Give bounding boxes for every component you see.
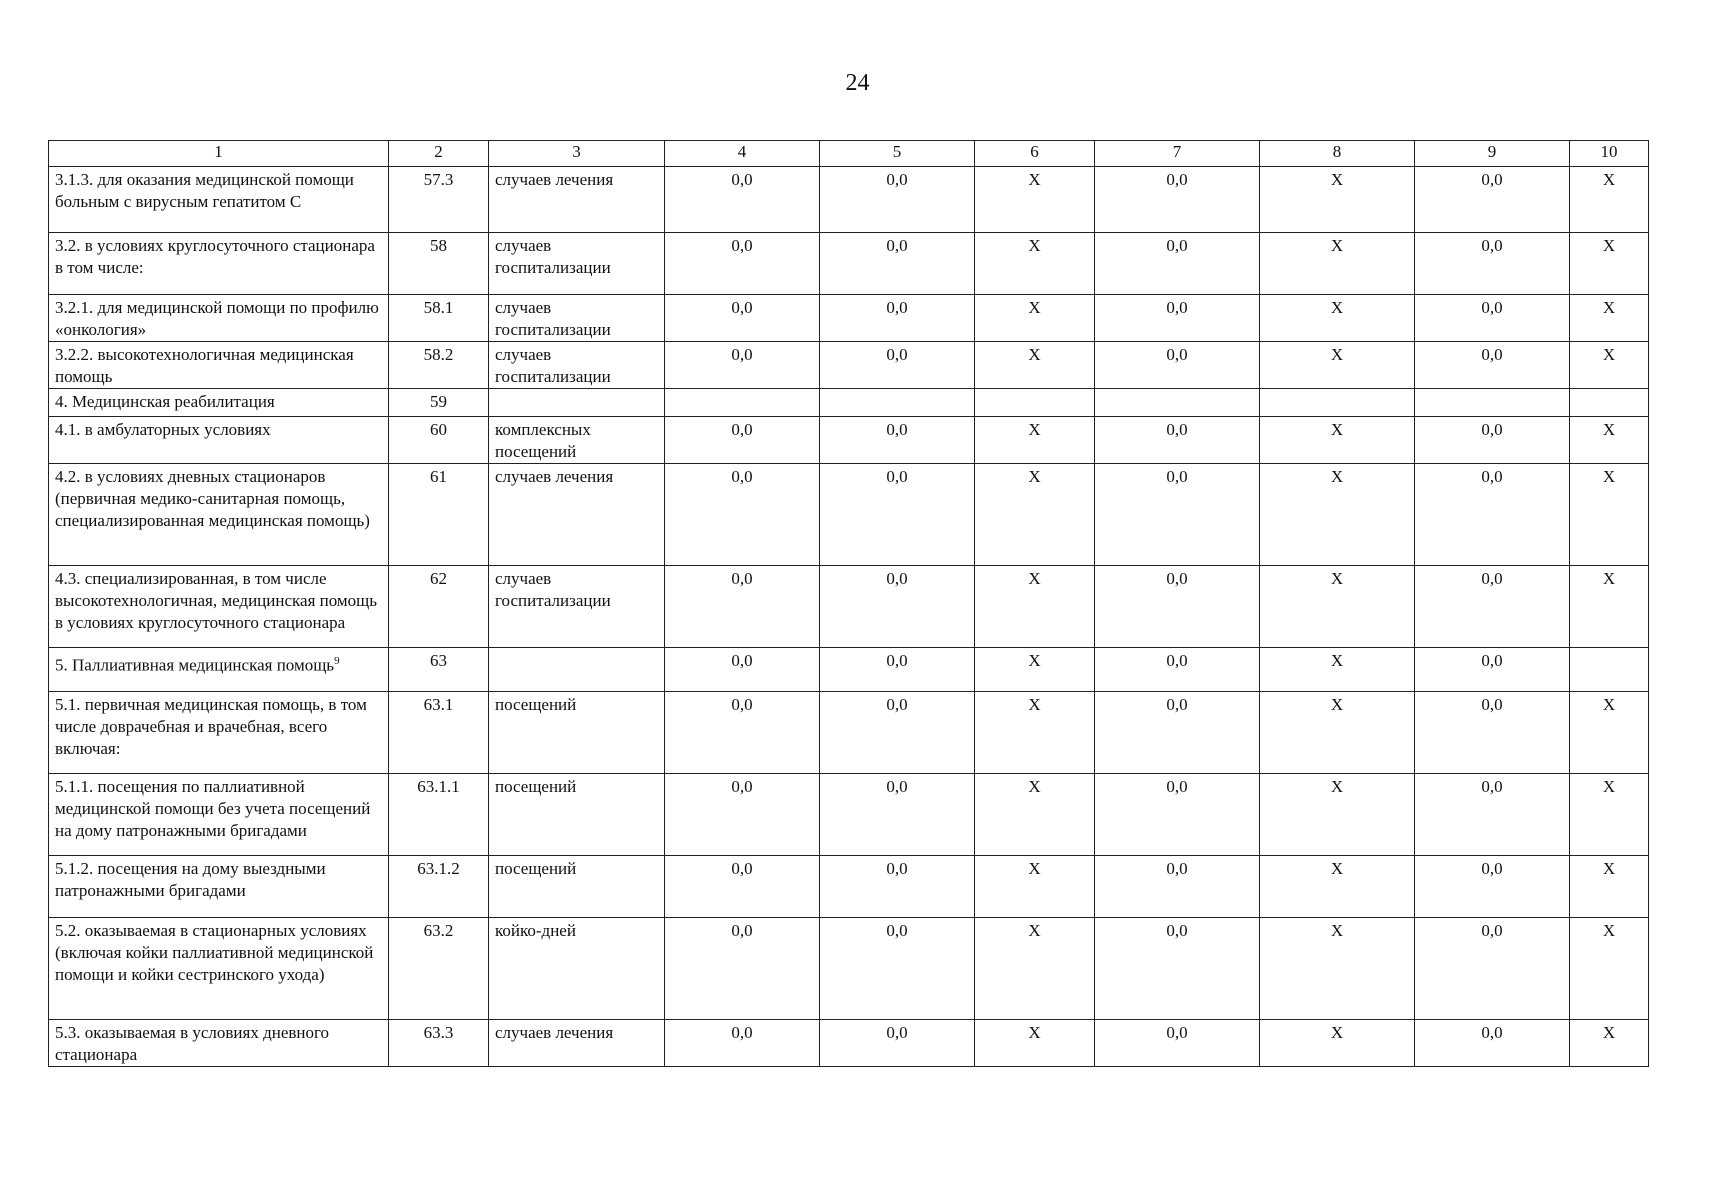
value-cell-col9 <box>1415 233 1570 295</box>
value-cell-col7 <box>1095 389 1260 417</box>
table-row <box>49 856 1649 918</box>
value-cell-col9-text: 0,0 <box>1481 695 1503 714</box>
row-code-cell <box>389 342 489 389</box>
row-code-cell <box>389 417 489 464</box>
value-cell-col9 <box>1415 774 1570 856</box>
row-code-cell-text: 58.2 <box>423 345 454 364</box>
value-cell-col8-text: X <box>1330 651 1344 670</box>
value-cell-col5-text: 0,0 <box>886 345 908 364</box>
column-header: 8 <box>1260 141 1415 167</box>
value-cell-col5 <box>820 295 975 342</box>
row-name-cell-text: 4.1. в амбулаторных условиях <box>55 420 271 439</box>
value-cell-col9-text: 0,0 <box>1481 345 1503 364</box>
row-name-cell <box>49 774 389 856</box>
value-cell-col5 <box>820 389 975 417</box>
row-unit-cell-text: случаев госпитализации <box>495 298 611 339</box>
value-cell-col5 <box>820 918 975 1020</box>
row-code-cell <box>389 566 489 648</box>
value-cell-col9 <box>1415 648 1570 692</box>
value-cell-col4-text: 0,0 <box>731 569 753 588</box>
header-row <box>49 141 1649 167</box>
value-cell-col7 <box>1095 464 1260 566</box>
value-cell-col4 <box>665 918 820 1020</box>
value-cell-col10-text: X <box>1602 777 1616 796</box>
data-table <box>48 140 1649 1067</box>
value-cell-col7 <box>1095 774 1260 856</box>
value-cell-col5 <box>820 417 975 464</box>
table-row <box>49 233 1649 295</box>
value-cell-col5 <box>820 566 975 648</box>
value-cell-col8 <box>1260 692 1415 774</box>
row-code-cell-text: 63 <box>430 651 447 670</box>
row-name-cell-text: 4. Медицинская реабилитация <box>55 392 275 411</box>
row-name-cell-text: 5.3. оказываемая в условиях дневного стационара <box>55 1023 330 1064</box>
value-cell-col7-text: 0,0 <box>1166 467 1188 486</box>
table-row <box>49 648 1649 692</box>
row-unit-cell <box>489 464 665 566</box>
row-name-cell <box>49 648 389 692</box>
value-cell-col7 <box>1095 918 1260 1020</box>
row-code-cell-text: 63.1.1 <box>417 777 460 796</box>
value-cell-col7-text: 0,0 <box>1166 345 1188 364</box>
value-cell-col8 <box>1260 774 1415 856</box>
row-code-cell-text: 63.3 <box>423 1023 454 1042</box>
value-cell-col4-text: 0,0 <box>731 1023 753 1042</box>
table-row <box>49 918 1649 1020</box>
value-cell-col9-text: 0,0 <box>1481 859 1503 878</box>
value-cell-col4 <box>665 774 820 856</box>
column-header: 7 <box>1095 141 1260 167</box>
value-cell-col8-text: X <box>1330 695 1344 714</box>
value-cell-col10-text: X <box>1602 695 1616 714</box>
value-cell-col10 <box>1570 692 1649 774</box>
value-cell-col6 <box>975 295 1095 342</box>
value-cell-col5-text: 0,0 <box>886 777 908 796</box>
value-cell-col4 <box>665 167 820 233</box>
row-unit-cell <box>489 389 665 417</box>
value-cell-col10 <box>1570 417 1649 464</box>
value-cell-col7 <box>1095 566 1260 648</box>
row-unit-cell <box>489 295 665 342</box>
row-name-cell <box>49 167 389 233</box>
value-cell-col6 <box>975 464 1095 566</box>
value-cell-col4 <box>665 342 820 389</box>
row-name-cell-text: 3.2.1. для медицинской помощи по профилю «онкология» <box>55 298 379 339</box>
value-cell-col10-text: X <box>1602 420 1616 439</box>
row-code-cell <box>389 295 489 342</box>
row-name-cell-text: 3.2. в условиях круглосуточного стационара в том числе: <box>55 236 375 277</box>
row-unit-cell <box>489 1020 665 1067</box>
value-cell-col5-text: 0,0 <box>886 651 908 670</box>
value-cell-col9 <box>1415 389 1570 417</box>
value-cell-col8-text: X <box>1330 236 1344 255</box>
value-cell-col4 <box>665 389 820 417</box>
value-cell-col9 <box>1415 918 1570 1020</box>
value-cell-col7-text: 0,0 <box>1166 170 1188 189</box>
value-cell-col8 <box>1260 566 1415 648</box>
table-row <box>49 774 1649 856</box>
row-code-cell <box>389 167 489 233</box>
value-cell-col4 <box>665 464 820 566</box>
row-code-cell-text: 58.1 <box>423 298 454 317</box>
value-cell-col8 <box>1260 1020 1415 1067</box>
value-cell-col4 <box>665 1020 820 1067</box>
row-code-cell <box>389 692 489 774</box>
value-cell-col7 <box>1095 1020 1260 1067</box>
row-name-cell <box>49 389 389 417</box>
row-code-cell-text: 57.3 <box>423 170 454 189</box>
value-cell-col9-text: 0,0 <box>1481 298 1503 317</box>
value-cell-col4-text: 0,0 <box>731 420 753 439</box>
value-cell-col6-text: X <box>1028 420 1041 439</box>
value-cell-col5-text: 0,0 <box>886 420 908 439</box>
table-row <box>49 1020 1649 1067</box>
value-cell-col5-text: 0,0 <box>886 467 908 486</box>
value-cell-col10 <box>1570 918 1649 1020</box>
row-name-cell-text: 5.1.1. посещения по паллиативной медицинской помощи без учета посещений на дому патронажными бригадами <box>55 777 371 840</box>
row-name-cell-text: 5.2. оказываемая в стационарных условиях (включая койки паллиативной медицинской помощи и койки сестринского ухода) <box>55 921 374 984</box>
row-code-cell <box>389 856 489 918</box>
value-cell-col8-text: X <box>1330 921 1344 940</box>
row-unit-cell-text: случаев лечения <box>495 1023 614 1042</box>
value-cell-col10 <box>1570 566 1649 648</box>
value-cell-col6-text: X <box>1028 298 1041 317</box>
value-cell-col4-text: 0,0 <box>731 921 753 940</box>
value-cell-col6 <box>975 342 1095 389</box>
value-cell-col7 <box>1095 692 1260 774</box>
value-cell-col6 <box>975 566 1095 648</box>
row-unit-cell-text: случаев госпитализации <box>495 569 611 610</box>
value-cell-col7-text: 0,0 <box>1166 420 1188 439</box>
value-cell-col9-text: 0,0 <box>1481 569 1503 588</box>
row-unit-cell-text: посещений <box>495 859 577 878</box>
value-cell-col5-text: 0,0 <box>886 1023 908 1042</box>
row-unit-cell-text: койко-дней <box>495 921 576 940</box>
value-cell-col8 <box>1260 342 1415 389</box>
value-cell-col7 <box>1095 167 1260 233</box>
value-cell-col5 <box>820 342 975 389</box>
value-cell-col6 <box>975 417 1095 464</box>
table-row <box>49 295 1649 342</box>
table-row <box>49 342 1649 389</box>
value-cell-col5 <box>820 648 975 692</box>
value-cell-col6 <box>975 918 1095 1020</box>
row-name-cell <box>49 342 389 389</box>
value-cell-col10-text: X <box>1602 298 1616 317</box>
value-cell-col9 <box>1415 856 1570 918</box>
value-cell-col6 <box>975 856 1095 918</box>
value-cell-col10-text: X <box>1602 859 1616 878</box>
value-cell-col4-text: 0,0 <box>731 651 753 670</box>
value-cell-col10-text: X <box>1602 921 1616 940</box>
value-cell-col10-text: X <box>1602 236 1616 255</box>
value-cell-col9 <box>1415 417 1570 464</box>
column-header: 10 <box>1570 141 1649 167</box>
value-cell-col7-text: 0,0 <box>1166 695 1188 714</box>
value-cell-col7 <box>1095 417 1260 464</box>
value-cell-col9 <box>1415 295 1570 342</box>
table-row <box>49 692 1649 774</box>
row-unit-cell-text: случаев госпитализации <box>495 236 611 277</box>
value-cell-col6-text: X <box>1028 1023 1041 1042</box>
value-cell-col4-text: 0,0 <box>731 859 753 878</box>
row-name-cell-text: 5.1.2. посещения на дому выездными патронажными бригадами <box>55 859 326 900</box>
row-code-cell <box>389 464 489 566</box>
value-cell-col7-text: 0,0 <box>1166 859 1188 878</box>
value-cell-col7 <box>1095 233 1260 295</box>
row-unit-cell-text: посещений <box>495 695 577 714</box>
value-cell-col6 <box>975 774 1095 856</box>
row-unit-cell <box>489 856 665 918</box>
value-cell-col10 <box>1570 389 1649 417</box>
row-name-cell <box>49 856 389 918</box>
value-cell-col10 <box>1570 1020 1649 1067</box>
table-row <box>49 417 1649 464</box>
row-name-cell <box>49 1020 389 1067</box>
value-cell-col9 <box>1415 167 1570 233</box>
row-name-cell-text: 3.1.3. для оказания медицинской помощи больным с вирусным гепатитом С <box>55 170 354 211</box>
value-cell-col4 <box>665 856 820 918</box>
row-code-cell <box>389 918 489 1020</box>
value-cell-col7-text: 0,0 <box>1166 569 1188 588</box>
row-name-cell <box>49 918 389 1020</box>
value-cell-col8 <box>1260 918 1415 1020</box>
value-cell-col10 <box>1570 774 1649 856</box>
row-unit-cell <box>489 648 665 692</box>
value-cell-col10 <box>1570 856 1649 918</box>
value-cell-col10 <box>1570 233 1649 295</box>
value-cell-col9-text: 0,0 <box>1481 777 1503 796</box>
footnote-marker: 9 <box>334 655 340 667</box>
value-cell-col5-text: 0,0 <box>886 859 908 878</box>
value-cell-col6 <box>975 648 1095 692</box>
value-cell-col5-text: 0,0 <box>886 921 908 940</box>
column-header: 3 <box>489 141 665 167</box>
value-cell-col6 <box>975 389 1095 417</box>
value-cell-col5 <box>820 167 975 233</box>
row-unit-cell <box>489 342 665 389</box>
value-cell-col4 <box>665 648 820 692</box>
value-cell-col9-text: 0,0 <box>1481 236 1503 255</box>
value-cell-col10-text: X <box>1602 569 1616 588</box>
value-cell-col8 <box>1260 464 1415 566</box>
value-cell-col5 <box>820 464 975 566</box>
row-unit-cell <box>489 233 665 295</box>
value-cell-col5-text: 0,0 <box>886 298 908 317</box>
value-cell-col4-text: 0,0 <box>731 170 753 189</box>
row-name-cell <box>49 692 389 774</box>
table-row <box>49 464 1649 566</box>
row-unit-cell-text: случаев лечения <box>495 170 614 189</box>
value-cell-col6-text: X <box>1028 569 1041 588</box>
value-cell-col8 <box>1260 648 1415 692</box>
value-cell-col8 <box>1260 417 1415 464</box>
row-name-cell-text: 4.2. в условиях дневных стационаров (первичная медико-санитарная помощь, специализированная медицинская помощь) <box>55 467 370 530</box>
value-cell-col4-text: 0,0 <box>731 236 753 255</box>
value-cell-col10 <box>1570 464 1649 566</box>
value-cell-col6-text: X <box>1028 695 1041 714</box>
value-cell-col9-text: 0,0 <box>1481 921 1503 940</box>
value-cell-col9 <box>1415 566 1570 648</box>
value-cell-col7-text: 0,0 <box>1166 1023 1188 1042</box>
value-cell-col7 <box>1095 648 1260 692</box>
value-cell-col6-text: X <box>1028 777 1041 796</box>
row-code-cell <box>389 233 489 295</box>
row-code-cell <box>389 774 489 856</box>
value-cell-col4-text: 0,0 <box>731 695 753 714</box>
value-cell-col4 <box>665 566 820 648</box>
row-name-cell <box>49 464 389 566</box>
value-cell-col8 <box>1260 167 1415 233</box>
row-unit-cell <box>489 417 665 464</box>
row-unit-cell <box>489 918 665 1020</box>
value-cell-col4 <box>665 692 820 774</box>
value-cell-col7 <box>1095 295 1260 342</box>
value-cell-col4-text: 0,0 <box>731 298 753 317</box>
value-cell-col8 <box>1260 233 1415 295</box>
row-name-cell-text: 5. Паллиативная медицинская помощь <box>55 655 335 675</box>
row-code-cell-text: 61 <box>430 467 447 486</box>
row-name-cell <box>49 417 389 464</box>
value-cell-col8 <box>1260 389 1415 417</box>
value-cell-col5-text: 0,0 <box>886 695 908 714</box>
value-cell-col8-text: X <box>1330 777 1344 796</box>
value-cell-col4 <box>665 295 820 342</box>
value-cell-col7-text: 0,0 <box>1166 236 1188 255</box>
column-header: 2 <box>389 141 489 167</box>
page-number: 24 <box>845 70 870 96</box>
row-code-cell <box>389 648 489 692</box>
row-code-cell-text: 63.1 <box>423 695 454 714</box>
row-code-cell-text: 58 <box>430 236 447 255</box>
value-cell-col8 <box>1260 856 1415 918</box>
row-unit-cell <box>489 692 665 774</box>
value-cell-col5 <box>820 692 975 774</box>
value-cell-col5-text: 0,0 <box>886 236 908 255</box>
column-header: 6 <box>975 141 1095 167</box>
value-cell-col10 <box>1570 648 1649 692</box>
column-header: 5 <box>820 141 975 167</box>
value-cell-col9 <box>1415 464 1570 566</box>
value-cell-col6-text: X <box>1028 170 1041 189</box>
value-cell-col5 <box>820 856 975 918</box>
value-cell-col9-text: 0,0 <box>1481 420 1503 439</box>
row-code-cell <box>389 1020 489 1067</box>
row-unit-cell-text: посещений <box>495 777 577 796</box>
row-code-cell-text: 63.1.2 <box>417 859 460 878</box>
value-cell-col8-text: X <box>1330 170 1344 189</box>
row-code-cell-text: 63.2 <box>423 921 454 940</box>
value-cell-col8-text: X <box>1330 1023 1344 1042</box>
row-name-cell <box>49 233 389 295</box>
value-cell-col8-text: X <box>1330 298 1344 317</box>
value-cell-col9-text: 0,0 <box>1481 467 1503 486</box>
value-cell-col7-text: 0,0 <box>1166 921 1188 940</box>
value-cell-col7-text: 0,0 <box>1166 298 1188 317</box>
row-name-cell <box>49 566 389 648</box>
value-cell-col6 <box>975 233 1095 295</box>
value-cell-col10 <box>1570 342 1649 389</box>
row-name-cell <box>49 295 389 342</box>
value-cell-col6-text: X <box>1028 236 1041 255</box>
value-cell-col10 <box>1570 167 1649 233</box>
column-header: 9 <box>1415 141 1570 167</box>
row-unit-cell <box>489 774 665 856</box>
value-cell-col5 <box>820 774 975 856</box>
row-name-cell-text: 5.1. первичная медицинская помощь, в том числе доврачебная и врачебная, всего включая: <box>55 695 367 758</box>
value-cell-col9 <box>1415 692 1570 774</box>
value-cell-col8-text: X <box>1330 859 1344 878</box>
row-code-cell-text: 62 <box>430 569 447 588</box>
value-cell-col7 <box>1095 342 1260 389</box>
value-cell-col6-text: X <box>1028 651 1041 670</box>
value-cell-col6 <box>975 167 1095 233</box>
value-cell-col10-text: X <box>1602 170 1616 189</box>
value-cell-col7-text: 0,0 <box>1166 777 1188 796</box>
value-cell-col8-text: X <box>1330 420 1344 439</box>
column-header: 4 <box>665 141 820 167</box>
table-row <box>49 566 1649 648</box>
value-cell-col10-text: X <box>1602 345 1616 364</box>
value-cell-col5 <box>820 233 975 295</box>
value-cell-col6-text: X <box>1028 345 1041 364</box>
value-cell-col9 <box>1415 1020 1570 1067</box>
row-name-cell-text: 3.2.2. высокотехнологичная медицинская помощь <box>55 345 354 386</box>
value-cell-col5-text: 0,0 <box>886 569 908 588</box>
value-cell-col8-text: X <box>1330 569 1344 588</box>
value-cell-col4 <box>665 233 820 295</box>
value-cell-col6-text: X <box>1028 859 1041 878</box>
value-cell-col4 <box>665 417 820 464</box>
value-cell-col9 <box>1415 342 1570 389</box>
row-code-cell-text: 59 <box>430 392 447 411</box>
value-cell-col10-text: X <box>1602 1023 1616 1042</box>
value-cell-col4-text: 0,0 <box>731 777 753 796</box>
value-cell-col9-text: 0,0 <box>1481 651 1503 670</box>
row-name-cell-text: 4.3. специализированная, в том числе высокотехнологичная, медицинская помощь в условиях круглосуточного стационара <box>55 569 378 632</box>
row-code-cell-text: 60 <box>430 420 447 439</box>
column-header: 1 <box>49 141 389 167</box>
row-unit-cell-text: комплексных посещений <box>495 420 591 461</box>
value-cell-col5-text: 0,0 <box>886 170 908 189</box>
value-cell-col4-text: 0,0 <box>731 345 753 364</box>
value-cell-col5 <box>820 1020 975 1067</box>
value-cell-col6-text: X <box>1028 467 1041 486</box>
value-cell-col4-text: 0,0 <box>731 467 753 486</box>
value-cell-col6 <box>975 1020 1095 1067</box>
row-unit-cell-text: случаев лечения <box>495 467 614 486</box>
row-unit-cell <box>489 566 665 648</box>
table-row <box>49 389 1649 417</box>
value-cell-col10 <box>1570 295 1649 342</box>
value-cell-col7 <box>1095 856 1260 918</box>
value-cell-col10-text: X <box>1602 467 1616 486</box>
table-row <box>49 167 1649 233</box>
value-cell-col8-text: X <box>1330 467 1344 486</box>
value-cell-col8 <box>1260 295 1415 342</box>
value-cell-col6 <box>975 692 1095 774</box>
value-cell-col6-text: X <box>1028 921 1041 940</box>
value-cell-col9-text: 0,0 <box>1481 1023 1503 1042</box>
row-unit-cell-text: случаев госпитализации <box>495 345 611 386</box>
value-cell-col8-text: X <box>1330 345 1344 364</box>
row-unit-cell <box>489 167 665 233</box>
row-code-cell <box>389 389 489 417</box>
value-cell-col7-text: 0,0 <box>1166 651 1188 670</box>
value-cell-col9-text: 0,0 <box>1481 170 1503 189</box>
